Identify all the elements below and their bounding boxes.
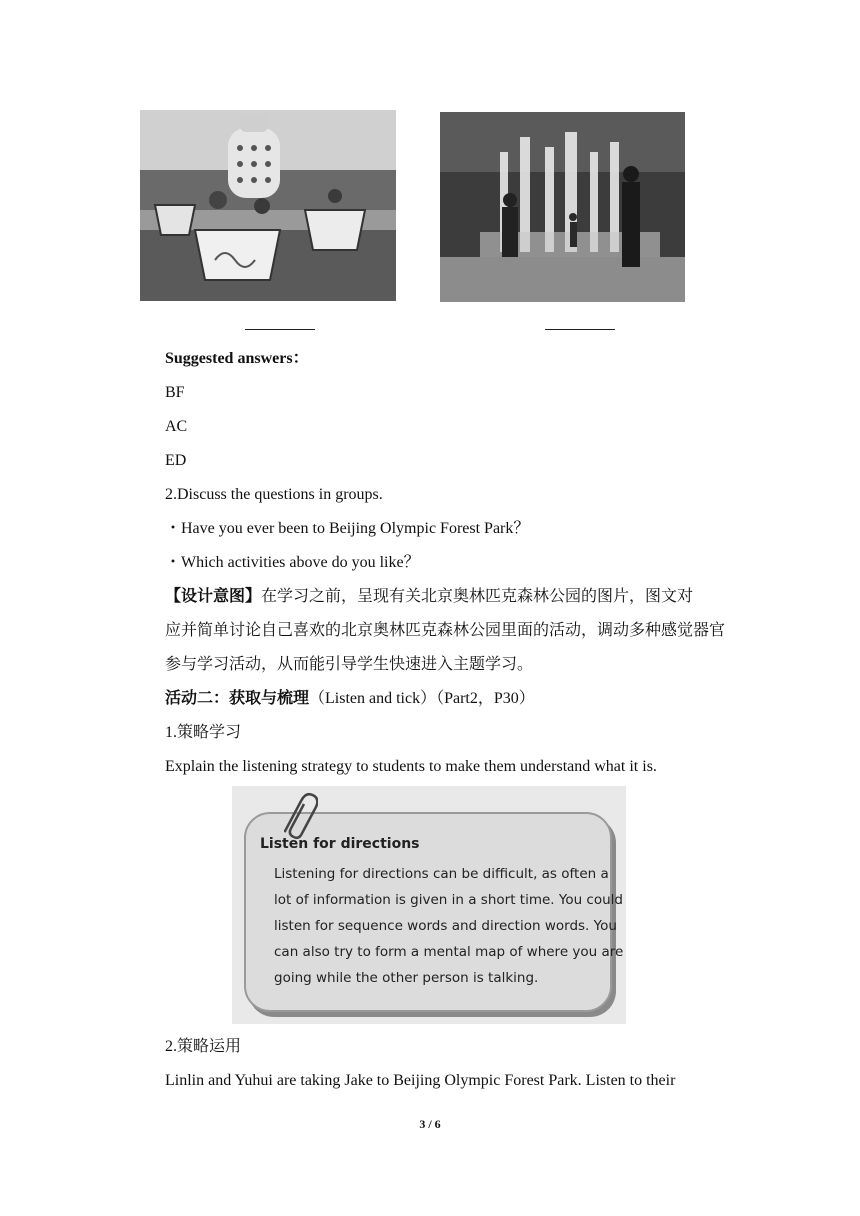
answer-item: ED [165, 452, 187, 469]
fountain-photo [440, 112, 685, 302]
activity-two-label: 活动二：获取与梳理 [165, 690, 310, 707]
strategy-use-text: Linlin and Yuhui are taking Jake to Beijing Olympic Forest Park. Listen to their [165, 1072, 676, 1089]
strategy-card-line: lot of information is given in a short time. You could [274, 892, 623, 908]
activity-two-heading [165, 689, 535, 709]
teacup-ride-photo [140, 110, 396, 301]
strategy-card-title: Listen for directions [260, 836, 420, 852]
answer-blank-right [545, 329, 615, 330]
strategy-card-line: Listening for directions can be difficult, as often a [274, 866, 609, 882]
activity-two-details: （Listen and tick）（Part2，P30） [309, 690, 535, 707]
page-number: 3 / 6 [419, 1117, 441, 1131]
strategy-use-heading: 2.策略运用 [165, 1038, 242, 1055]
discussion-question: ・Have you ever been to Beijing Olympic Forest Park？ [165, 520, 530, 537]
discussion-instruction: 2.Discuss the questions in groups. [165, 486, 383, 503]
design-intent-label: 【设计意图】 [165, 588, 262, 605]
discussion-question: ・Which activities above do you like？ [165, 554, 420, 571]
strategy-card-line: can also try to form a mental map of where you are [274, 944, 624, 960]
answer-item: AC [165, 418, 188, 435]
design-intent-line: 应并简单讨论自己喜欢的北京奥林匹克森林公园里面的活动，调动多种感觉器官 [165, 622, 726, 639]
strategy-learning-heading: 1.策略学习 [165, 724, 242, 741]
listening-strategy-card [232, 786, 626, 1024]
design-intent-line [165, 587, 693, 607]
design-intent-text: 在学习之前，呈现有关北京奥林匹克森林公园的图片，图文对 [261, 588, 694, 605]
strategy-card-line: going while the other person is talking. [274, 970, 539, 986]
answer-blank-left [245, 329, 315, 330]
suggested-answers-heading: Suggested answers： [165, 350, 309, 367]
design-intent-line: 参与学习活动，从而能引导学生快速进入主题学习。 [165, 656, 534, 673]
strategy-learning-text: Explain the listening strategy to students to make them understand what it is. [165, 758, 657, 775]
answer-item: BF [165, 384, 185, 401]
strategy-card-line: listen for sequence words and direction words. You [274, 918, 617, 934]
